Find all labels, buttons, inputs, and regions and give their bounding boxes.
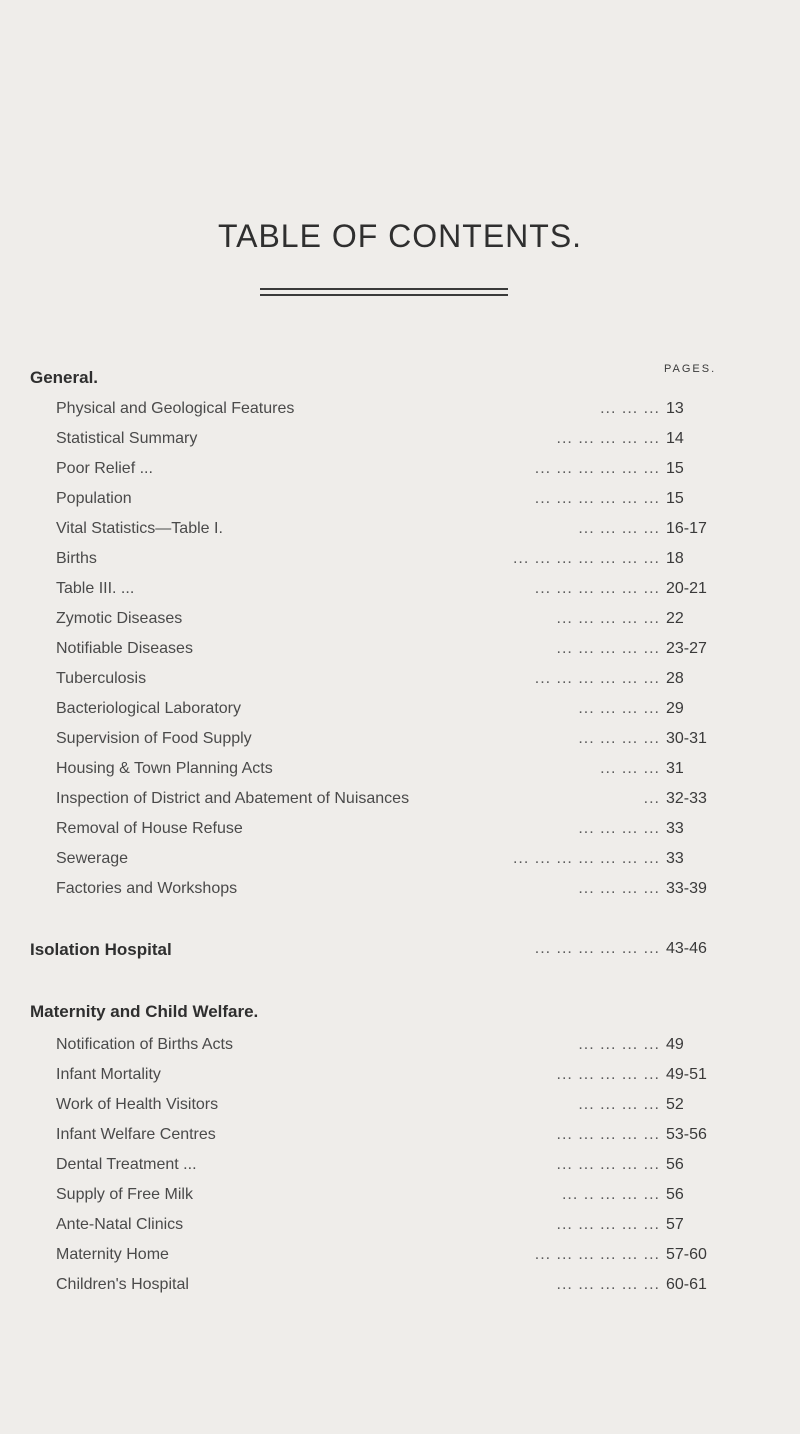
toc-entry-pages: 15 [666,460,684,477]
toc-entry-label: Births [56,550,97,567]
toc-entry-label: Infant Welfare Centres [56,1126,216,1143]
toc-entry [0,820,800,846]
toc-entry [0,760,800,786]
toc-entry [0,1126,800,1152]
toc-entry-label: Supply of Free Milk [56,1186,193,1203]
toc-entry-pages: 56 [666,1186,684,1203]
toc-leader-dots: ... ... ... ... ... [556,430,660,447]
toc-leader-dots: ... ... ... ... ... ... [534,580,660,597]
toc-entry-label: Work of Health Visitors [56,1096,219,1113]
toc-entry-pages: 49 [666,1036,684,1053]
toc-entry [0,1066,800,1092]
toc-entry-pages: 33-39 [666,880,707,897]
toc-entry-pages: 43-46 [666,940,707,957]
toc-leader-dots: ... ... ... ... [578,880,660,897]
toc-leader-dots: ... ... ... ... [578,1096,660,1113]
toc-leader-dots: ... ... ... ... ... [556,610,660,627]
toc-entry [0,580,800,606]
toc-entry [0,850,800,876]
toc-leader-dots: ... ... ... ... ... [556,1066,660,1083]
toc-leader-dots: ... ... ... ... ... ... [534,670,660,687]
toc-entry [0,730,800,756]
toc-entry-isolation-hospital [0,940,800,966]
toc-entry-label: Statistical Summary [56,430,198,447]
toc-leader-dots: ... ... ... ... ... ... [534,940,660,957]
toc-entry [0,550,800,576]
toc-entry [0,1216,800,1242]
toc-leader-dots: ... ... ... ... ... ... [534,1246,660,1263]
toc-entry-pages: 31 [666,760,684,777]
toc-entry-pages: 57-60 [666,1246,707,1263]
page-title: TABLE OF CONTENTS. [217,218,583,254]
toc-leader-dots: ... ... ... ... ... [556,1216,660,1233]
toc-entry-label: Dental Treatment ... [56,1156,197,1173]
toc-leader-dots: ... ... ... ... ... [556,1126,660,1143]
toc-entry [0,1036,800,1062]
toc-entry [0,1276,800,1302]
toc-entry [0,610,800,636]
toc-entry [0,460,800,486]
toc-entry [0,1156,800,1182]
toc-leader-dots: ... .. ... ... ... [561,1186,660,1203]
toc-entry-label: Maternity Home [56,1246,169,1263]
title-rule-top [260,288,508,290]
toc-entry-pages: 32-33 [666,790,707,807]
toc-leader-dots: ... [643,790,660,807]
toc-leader-dots: ... ... ... ... ... [556,640,660,657]
toc-entry-pages: 15 [666,490,684,507]
toc-entry-label: Sewerage [56,850,129,867]
toc-entry-label: Inspection of District and Abatement of Nuisances [56,790,410,807]
toc-leader-dots: ... ... ... ... [578,520,660,537]
toc-entry-label: Vital Statistics—Table I. [56,520,223,537]
toc-leader-dots: ... ... ... ... ... ... ... [512,850,660,867]
toc-entry-pages: 33 [666,820,684,837]
toc-entry-pages: 53-56 [666,1126,707,1143]
toc-entry [0,700,800,726]
toc-entry-label: Population [56,490,132,507]
toc-entry-pages: 30-31 [666,730,707,747]
toc-leader-dots: ... ... ... ... [578,1036,660,1053]
toc-entry-pages: 60-61 [666,1276,707,1293]
toc-entry-pages: 14 [666,430,684,447]
toc-entry [0,430,800,456]
toc-entry-label: Table III. ... [56,580,135,597]
toc-entry-label: Tuberculosis [56,670,147,687]
section-heading-isolation-hospital: Isolation Hospital [30,940,172,959]
toc-entry-label: Infant Mortality [56,1066,161,1083]
toc-entry [0,880,800,906]
toc-entry-pages: 33 [666,850,684,867]
toc-entry-label: Factories and Workshops [56,880,238,897]
toc-leader-dots: ... ... ... [600,760,660,777]
toc-entry-label: Notifiable Diseases [56,640,193,657]
toc-entry-pages: 22 [666,610,684,627]
toc-entry-pages: 57 [666,1216,684,1233]
toc-entry [0,490,800,516]
toc-leader-dots: ... ... ... [600,400,660,417]
toc-entry-label: Removal of House Refuse [56,820,243,837]
toc-entry [0,1246,800,1272]
title-rule-bottom [260,294,508,296]
toc-entry [0,400,800,426]
toc-leader-dots: ... ... ... ... ... [556,1156,660,1173]
toc-leader-dots: ... ... ... ... ... ... [534,490,660,507]
toc-entry-label: Ante-Natal Clinics [56,1216,184,1233]
toc-entry [0,1096,800,1122]
toc-entry [0,520,800,546]
toc-leader-dots: ... ... ... ... [578,820,660,837]
toc-entry-label: Notification of Births Acts [56,1036,233,1053]
toc-entry-pages: 23-27 [666,640,707,657]
pages-column-header: PAGES. [664,363,717,375]
toc-leader-dots: ... ... ... ... ... ... ... [512,550,660,567]
toc-entry [0,640,800,666]
toc-leader-dots: ... ... ... ... ... [556,1276,660,1293]
toc-entry-pages: 28 [666,670,684,687]
toc-leader-dots: ... ... ... ... [578,730,660,747]
toc-entry-label: Housing & Town Planning Acts [56,760,273,777]
toc-leader-dots: ... ... ... ... [578,700,660,717]
toc-leader-dots: ... ... ... ... ... ... [534,460,660,477]
toc-entry [0,670,800,696]
toc-entry-pages: 18 [666,550,684,567]
toc-entry-pages: 16-17 [666,520,707,537]
toc-entry-pages: 56 [666,1156,684,1173]
toc-entry [0,1186,800,1212]
toc-entry-label: Bacteriological Laboratory [56,700,241,717]
toc-entry-label: Poor Relief ... [56,460,153,477]
toc-entry [0,790,800,816]
toc-entry-pages: 20-21 [666,580,707,597]
toc-entry-label: Physical and Geological Features [56,400,295,417]
toc-entry-pages: 49-51 [666,1066,707,1083]
toc-entry-label: Children's Hospital [56,1276,189,1293]
section-heading-general: General. [30,368,99,387]
toc-entry-pages: 13 [666,400,684,417]
toc-entry-pages: 52 [666,1096,684,1113]
toc-entry-pages: 29 [666,700,684,717]
section-heading-maternity: Maternity and Child Welfare. [30,1002,259,1021]
toc-entry-label: Supervision of Food Supply [56,730,252,747]
toc-entry-label: Zymotic Diseases [56,610,183,627]
